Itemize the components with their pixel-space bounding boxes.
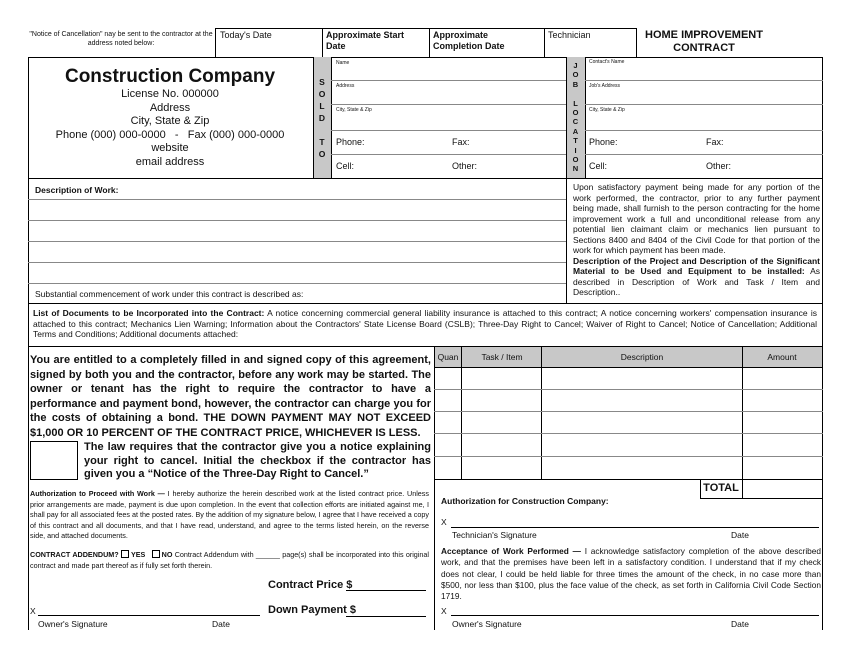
owner-signature-label: Owner's Signature bbox=[38, 619, 108, 629]
sold-to-phone-label: Phone: bbox=[336, 137, 365, 147]
table-row[interactable] bbox=[434, 389, 823, 390]
job-location-letter: N bbox=[572, 164, 579, 174]
initial-checkbox[interactable] bbox=[30, 441, 78, 480]
documents-label: List of Documents to be Incorporated into the Contract: bbox=[33, 308, 265, 318]
approx-completion-date-field[interactable]: Approximate Completion Date bbox=[433, 30, 505, 51]
job-address-label: Job's Address bbox=[589, 83, 620, 89]
lien-release-text bbox=[573, 182, 820, 298]
documents-text: A notice concerning commercial general liability insurance is attached to this contract; A notice concerning workers' compensation insurance is attached to this contract; Mechanics Lien Warning; Information about the Contractors' State License Board (CSLB); Three-Day Right to Cancel; Waiver of Right to Cancel; Notice of Cancellation; Additional Terms and Conditions; Additional documents attached: bbox=[33, 308, 817, 339]
addendum-label: CONTRACT ADDENDUM? bbox=[30, 550, 119, 559]
job-location-letters bbox=[566, 61, 585, 174]
col-quan: Quan bbox=[437, 352, 459, 362]
company-website: website bbox=[151, 142, 189, 154]
acceptance-text bbox=[441, 546, 821, 602]
sold-to-address-label: Address bbox=[336, 83, 355, 89]
company-name: Construction Company bbox=[64, 66, 276, 87]
job-location-letter: O bbox=[572, 70, 579, 80]
company-address: Address bbox=[149, 101, 191, 114]
company-authorization-label: Authorization for Construction Company: bbox=[441, 496, 609, 506]
addendum-yes-label: YES bbox=[130, 550, 146, 559]
owner-signature-line[interactable] bbox=[38, 615, 260, 616]
contract-title-line-2: CONTRACT bbox=[673, 42, 735, 54]
acceptance-body: I acknowledge satisfactory completion of the above described work, and that the premises have been left in a satisfactory condition. I understand that if my check does not clear, I could be held liable for three times the amount of the check, in no case more than $500, nor less than $100, plus the face value of the check, as set forth in California Civil Code Section 1719. bbox=[441, 546, 822, 602]
contract-title bbox=[640, 29, 768, 55]
job-other-label: Other: bbox=[706, 161, 732, 171]
sold-to-cell-label: Cell: bbox=[336, 161, 355, 171]
col-amount: Amount bbox=[767, 352, 797, 362]
job-location-letter: J bbox=[573, 61, 578, 70]
job-contact-label: Contact's Name bbox=[589, 59, 625, 65]
addendum-row bbox=[30, 550, 429, 571]
technician-field[interactable]: Technician bbox=[548, 30, 591, 40]
acceptance-owner-signature-label: Owner's Signature bbox=[452, 619, 522, 629]
table-row[interactable] bbox=[434, 433, 823, 434]
table-row[interactable] bbox=[434, 456, 823, 457]
description-of-work-label: Description of Work: bbox=[35, 185, 119, 195]
owner-x-mark: X bbox=[30, 606, 36, 616]
authorization-proceed-text bbox=[30, 489, 429, 542]
col-task-item: Task / Item bbox=[481, 352, 523, 362]
down-payment-line[interactable] bbox=[346, 616, 426, 617]
approx-start-date-field[interactable]: Approximate Start Date bbox=[326, 30, 405, 51]
job-cell-label: Cell: bbox=[589, 161, 608, 171]
contract-price-label: Contract Price $ bbox=[268, 579, 353, 591]
technician-date-label: Date bbox=[731, 530, 749, 540]
addendum-no-label: NO bbox=[161, 550, 173, 559]
authorization-proceed-label: Authorization to Proceed with Work — bbox=[30, 489, 165, 498]
sold-to-letter: L bbox=[319, 101, 325, 111]
materials-text: As described in Description of Work and Task / Item and Description.. bbox=[573, 266, 821, 297]
owner-date-label: Date bbox=[212, 619, 230, 629]
sold-to-letter: D bbox=[318, 113, 326, 123]
company-license: License No. 000000 bbox=[121, 88, 219, 100]
job-city-label: City, State & Zip bbox=[589, 107, 625, 113]
documents-list bbox=[33, 308, 817, 340]
authorization-proceed-body: I hereby authorize the herein described work at the listed contract price. Unless prior arrangements are made, payment is due upon completion. In the event that collection efforts are initiated against me, I shall pay for all associated fees at the posted rates. By the addition of my signature below, I agree that I have received a copy of this contract and all documents, and that I have read, understand, and agree to the terms listed herein, on the reverse side, and attached documents. bbox=[30, 489, 429, 540]
technician-signature-line[interactable] bbox=[451, 527, 819, 528]
down-payment-label: Down Payment $ bbox=[268, 604, 357, 616]
sold-to-letters bbox=[313, 76, 331, 160]
entitled-copy-text: You are entitled to a completely filled in and signed copy of this agreement, signed by both you and the contractor, before any work may be started. The owner or tenant has the right to require the contractor to have a performance and payment bond, however, the contractor can charge you for the costs of obtaining a bond. THE DOWN PAYMENT MAY NOT EXCEED $1,000 OR 10 PERCENT OF THE CONTRACT PRICE, WHICHEVER IS LESS. bbox=[30, 354, 431, 439]
sold-to-letter: O bbox=[318, 89, 326, 99]
job-location-letter: B bbox=[572, 79, 579, 89]
company-phone-fax: Phone (000) 000-0000 - Fax (000) 000-0000 bbox=[55, 128, 285, 141]
materials-label: Description of the Project and Description of the Significant Material to be Used and Equipment to be installed: bbox=[573, 255, 820, 276]
todays-date-field[interactable]: Today's Date bbox=[220, 30, 272, 40]
job-fax-label: Fax: bbox=[706, 137, 724, 147]
acceptance-date-label: Date bbox=[731, 619, 749, 629]
sold-to-letter bbox=[321, 124, 323, 136]
sold-to-letter: O bbox=[318, 149, 326, 159]
three-day-notice-text: The law requires that the contractor give you a notice explaining your right to cancel. Initial the checkbox if the contractor has given you a “Notice of the Three-Day Right to Cancel.” bbox=[84, 441, 431, 480]
job-location-letter: O bbox=[572, 155, 579, 165]
addendum-yes-checkbox[interactable] bbox=[121, 550, 129, 558]
company-city: City, State & Zip bbox=[130, 115, 210, 127]
job-location-letter: C bbox=[572, 117, 579, 127]
contract-price-line[interactable] bbox=[346, 590, 426, 591]
sold-to-other-label: Other: bbox=[452, 161, 478, 171]
company-block bbox=[30, 66, 310, 169]
addendum-no-checkbox[interactable] bbox=[152, 550, 160, 558]
job-location-letter: L bbox=[573, 98, 578, 108]
cancellation-notice-text: "Notice of Cancellation" nay be sent to the contractor at the address noted below: bbox=[29, 31, 213, 47]
sold-to-name-label: Name bbox=[336, 60, 350, 66]
company-email: email address bbox=[135, 155, 205, 168]
acceptance-signature-line[interactable] bbox=[451, 615, 819, 616]
technician-x-mark: X bbox=[441, 517, 447, 527]
sold-to-city-label: City, State & Zip bbox=[336, 107, 372, 113]
commencement-label: Substantial commencement of work under this contract is described as: bbox=[35, 289, 304, 299]
job-location-letter: T bbox=[573, 136, 578, 146]
total-label: TOTAL bbox=[703, 482, 739, 494]
addendum-text: Contract Addendum with ______ page(s) shall be incorporated into this original contract and made part thereof as if fully set forth therein. bbox=[30, 550, 429, 570]
job-phone-label: Phone: bbox=[589, 137, 618, 147]
sold-to-letter: T bbox=[319, 137, 325, 147]
acceptance-x-mark: X bbox=[441, 606, 447, 616]
table-row[interactable] bbox=[434, 411, 823, 412]
contract-title-line-1: HOME IMPROVEMENT bbox=[645, 29, 763, 41]
sold-to-letter: S bbox=[319, 77, 325, 87]
col-description: Description bbox=[620, 352, 664, 362]
job-location-letter: I bbox=[574, 145, 577, 155]
sold-to-fax-label: Fax: bbox=[452, 137, 470, 147]
acceptance-label: Acceptance of Work Performed — bbox=[441, 546, 581, 556]
job-location-letter: O bbox=[572, 108, 579, 118]
job-location-letter bbox=[574, 89, 576, 98]
lien-release-paragraph: Upon satisfactory payment being made for any portion of the work performed, the contractor, prior to any further payment being made, shall furnish to the person contracting for the home improvement work a full and unconditional release from any potential lien claimant claim or mechanics lien pursuant to Sections 8400 and 8404 of the Civil Code for that portion of the work for which payment has been made. bbox=[573, 182, 820, 255]
job-location-letter: A bbox=[572, 126, 579, 136]
technician-signature-label: Technician's Signature bbox=[452, 530, 537, 540]
